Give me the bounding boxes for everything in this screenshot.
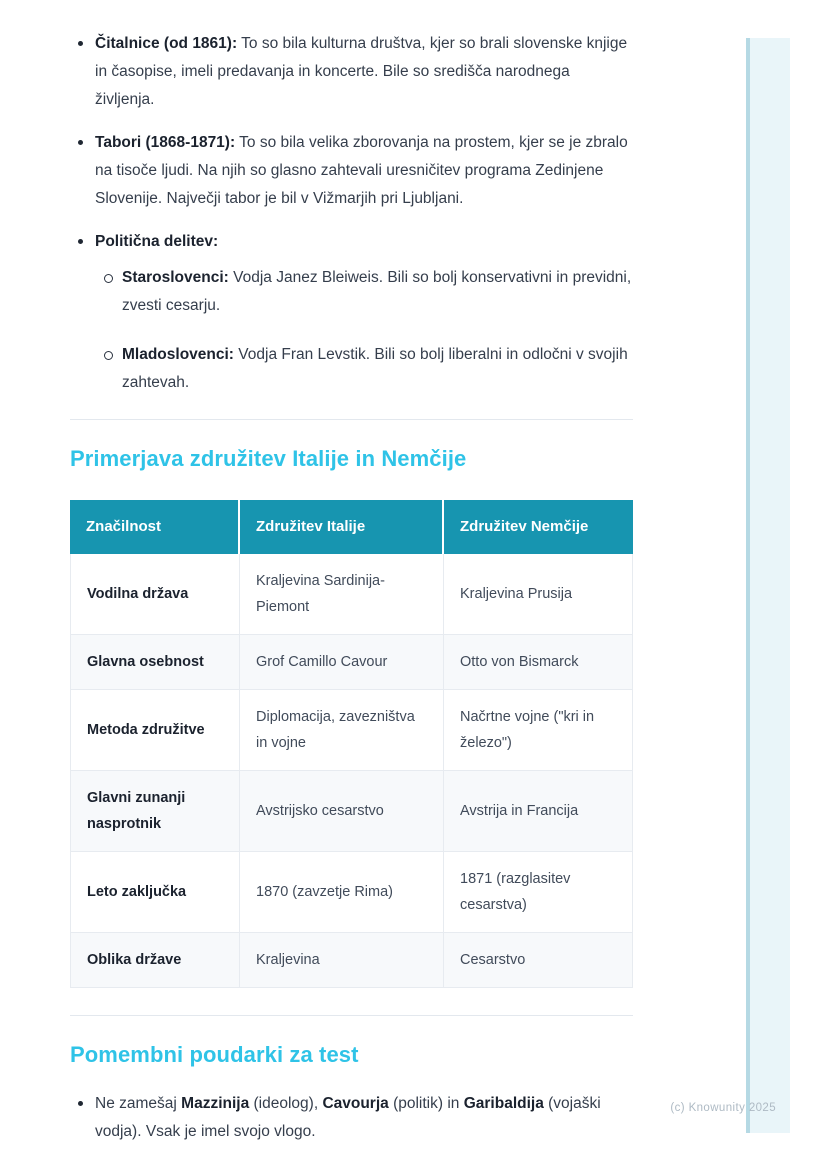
section-divider bbox=[70, 419, 633, 420]
table-row bbox=[70, 852, 633, 933]
document-page bbox=[70, 30, 633, 1161]
table-column-header: Združitev Italije bbox=[240, 500, 444, 554]
table-row bbox=[70, 635, 633, 690]
table-header-row bbox=[70, 500, 633, 554]
table-cell: Kraljevina Sardinija-Piemont bbox=[240, 554, 444, 635]
table-cell: Glavna osebnost bbox=[70, 635, 240, 690]
nested-bullet-list bbox=[95, 264, 633, 397]
table-cell: Cesarstvo bbox=[444, 933, 633, 988]
bold-term: Garibaldija bbox=[463, 1095, 544, 1112]
bold-term: Tabori (1868-1871): bbox=[95, 134, 236, 151]
highlights-bullet-list bbox=[70, 1090, 633, 1146]
table-row bbox=[70, 771, 633, 852]
sub-list-item bbox=[122, 264, 633, 320]
table-cell: Grof Camillo Cavour bbox=[240, 635, 444, 690]
page-edge-strip bbox=[746, 38, 790, 1133]
table-row bbox=[70, 554, 633, 635]
text-run: Ne zamešaj bbox=[95, 1095, 182, 1112]
table-cell: Kraljevina Prusija bbox=[444, 554, 633, 635]
text-run: (politik) in bbox=[388, 1095, 464, 1112]
table-cell: Leto zaključka bbox=[70, 852, 240, 933]
table-cell: Otto von Bismarck bbox=[444, 635, 633, 690]
list-item bbox=[95, 228, 633, 397]
table-cell: Diplomacija, zavezništva in vojne bbox=[240, 690, 444, 771]
table-body bbox=[70, 554, 633, 988]
list-item bbox=[95, 129, 633, 213]
section-title-highlights: Pomembni poudarki za test bbox=[70, 1042, 359, 1067]
text-run: (vojaški vodja). Vsak je imel svojo vlogo. bbox=[95, 1095, 601, 1140]
table-row bbox=[70, 690, 633, 771]
text-run: (ideolog), bbox=[249, 1095, 323, 1112]
table-cell: Metoda združitve bbox=[70, 690, 240, 771]
table-cell: 1870 (zavzetje Rima) bbox=[240, 852, 444, 933]
sub-list-item bbox=[122, 341, 633, 397]
text-run: Vodja Janez Bleiweis. Bili so bolj konservativni in previdni, zvesti cesarju. bbox=[122, 269, 632, 314]
bold-term: Staroslovenci: bbox=[122, 269, 229, 286]
text-run: To so bila kulturna društva, kjer so brali slovenske knjige in časopise, imeli predavanja in koncerte. Bile so središča narodnega življenja. bbox=[95, 35, 628, 108]
table-cell: 1871 (razglasitev cesarstva) bbox=[444, 852, 633, 933]
table-cell: Avstrijsko cesarstvo bbox=[240, 771, 444, 852]
bold-term: Cavourja bbox=[322, 1095, 389, 1112]
table-cell: Oblika države bbox=[70, 933, 240, 988]
bold-term: Čitalnice (od 1861): bbox=[95, 35, 238, 52]
table-cell: Glavni zunanji nasprotnik bbox=[70, 771, 240, 852]
table-column-header: Združitev Nemčije bbox=[444, 500, 633, 554]
list-item bbox=[95, 30, 633, 114]
table-cell: Vodilna država bbox=[70, 554, 240, 635]
bold-term: Politična delitev: bbox=[95, 233, 219, 250]
table-column-header: Značilnost bbox=[70, 500, 240, 554]
copyright-notice: (c) Knowunity 2025 bbox=[670, 1102, 776, 1114]
table-cell: Načrtne vojne ("kri in železo") bbox=[444, 690, 633, 771]
text-run: Vodja Fran Levstik. Bili so bolj liberalni in odločni v svojih zahtevah. bbox=[122, 346, 628, 391]
table-row bbox=[70, 933, 633, 988]
bold-term: Mladoslovenci: bbox=[122, 346, 234, 363]
section-divider bbox=[70, 1015, 633, 1016]
table-cell: Avstrija in Francija bbox=[444, 771, 633, 852]
list-item bbox=[95, 1090, 633, 1146]
bold-term: Mazzinija bbox=[181, 1095, 250, 1112]
text-run: To so bila velika zborovanja na prostem, kjer se je zbralo na tisoče ljudi. Na njih so glasno zahtevali uresničitev programa Zedinjene Slovenije. Največji tabor je bil v Vižmarjih pri Ljubljani. bbox=[95, 134, 628, 207]
notes-bullet-list bbox=[70, 30, 633, 397]
comparison-table bbox=[70, 500, 633, 988]
table-cell: Kraljevina bbox=[240, 933, 444, 988]
section-title-comparison: Primerjava združitev Italije in Nemčije bbox=[70, 446, 467, 471]
